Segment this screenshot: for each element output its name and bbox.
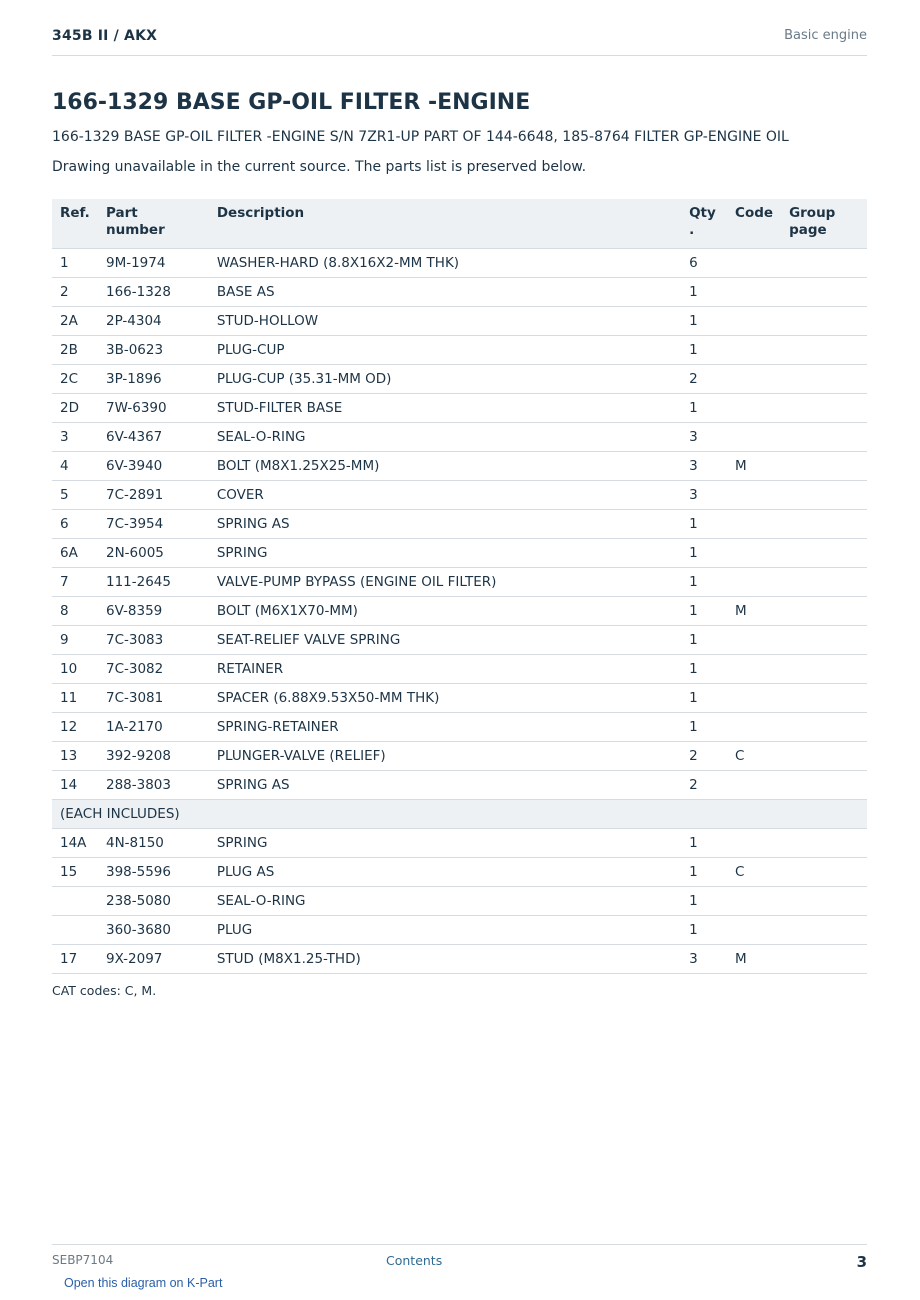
qty-cell: 3 [681,480,727,509]
description-cell: SPACER (6.88X9.53X50-MM THK) [209,683,681,712]
part-number-cell: 9M-1974 [98,248,209,277]
code-cell [727,277,781,306]
qty-cell: 1 [681,683,727,712]
ref-cell: 2A [52,306,98,335]
page-header [52,28,867,56]
group-page-cell [781,335,867,364]
code-cell [727,886,781,915]
ref-cell: 2D [52,393,98,422]
ref-cell: 6 [52,509,98,538]
group-page-cell [781,770,867,799]
description-cell: PLUG AS [209,857,681,886]
description-cell: SPRING [209,538,681,567]
parts-table-body [52,248,867,973]
table-row [52,596,867,625]
page-title: 166-1329 BASE GP-OIL FILTER -ENGINE [52,90,531,115]
part-number-cell: 2P-4304 [98,306,209,335]
table-row [52,451,867,480]
qty-cell: 2 [681,741,727,770]
table-row [52,393,867,422]
drawing-note: Drawing unavailable in the current source. The parts list is preserved below. [52,159,587,175]
code-cell [727,335,781,364]
part-number-cell: 7C-3083 [98,625,209,654]
part-number-cell: 9X-2097 [98,944,209,973]
ref-cell: 2B [52,335,98,364]
description-cell: WASHER-HARD (8.8X16X2-MM THK) [209,248,681,277]
header-group-page: Group page [781,199,867,248]
description-cell: VALVE-PUMP BYPASS (ENGINE OIL FILTER) [209,567,681,596]
description-cell: SPRING-RETAINER [209,712,681,741]
table-row [52,538,867,567]
description-cell: BOLT (M6X1X70-MM) [209,596,681,625]
description-cell: COVER [209,480,681,509]
table-row [52,364,867,393]
part-number-cell: 7C-3082 [98,654,209,683]
code-cell [727,770,781,799]
part-number-cell: 7C-3954 [98,509,209,538]
part-number-cell: 4N-8150 [98,828,209,857]
part-number-cell: 3B-0623 [98,335,209,364]
group-page-cell [781,393,867,422]
code-cell: C [727,857,781,886]
ref-cell: 2 [52,277,98,306]
table-row [52,944,867,973]
group-page-cell [781,277,867,306]
part-number-cell: 7C-2891 [98,480,209,509]
model-label: 345B II / AKX [52,28,158,44]
description-cell: SEAT-RELIEF VALVE SPRING [209,625,681,654]
description-cell: STUD-HOLLOW [209,306,681,335]
group-page-cell [781,654,867,683]
group-page-cell [781,509,867,538]
description-cell: SPRING AS [209,770,681,799]
header-description: Description [209,199,681,248]
qty-cell: 1 [681,625,727,654]
table-row [52,335,867,364]
group-label-cell: (EACH INCLUDES) [52,799,867,828]
qty-cell: 1 [681,567,727,596]
ref-cell: 12 [52,712,98,741]
qty-cell: 1 [681,828,727,857]
ref-cell: 14A [52,828,98,857]
qty-cell: 6 [681,248,727,277]
group-page-cell [781,306,867,335]
table-row [52,857,867,886]
ref-cell: 4 [52,451,98,480]
group-page-cell [781,625,867,654]
ref-cell: 9 [52,625,98,654]
header-part-number: Part number [98,199,209,248]
group-page-cell [781,915,867,944]
code-cell [727,828,781,857]
group-page-cell [781,567,867,596]
part-number-cell: 7W-6390 [98,393,209,422]
table-row [52,625,867,654]
qty-cell: 1 [681,915,727,944]
group-page-cell [781,364,867,393]
ref-cell: 13 [52,741,98,770]
group-page-cell [781,712,867,741]
ref-cell: 11 [52,683,98,712]
description-cell: SPRING AS [209,509,681,538]
qty-cell: 1 [681,509,727,538]
code-cell: M [727,451,781,480]
ref-cell: 8 [52,596,98,625]
page-number: 3 [856,1253,867,1271]
code-cell [727,654,781,683]
code-cell [727,712,781,741]
code-cell: C [727,741,781,770]
part-number-cell: 166-1328 [98,277,209,306]
qty-cell: 1 [681,306,727,335]
qty-cell: 1 [681,393,727,422]
group-page-cell [781,480,867,509]
code-cell [727,538,781,567]
cat-codes-note: CAT codes: C, M. [52,983,157,998]
description-cell: PLUG-CUP (35.31-MM OD) [209,364,681,393]
qty-cell: 1 [681,654,727,683]
page-subtitle: 166-1329 BASE GP-OIL FILTER -ENGINE S/N 7ZR1-UP PART OF 144-6648, 185-8764 FILTER GP-ENGINE OIL [52,129,789,145]
table-header-row [52,199,867,248]
ref-cell: 10 [52,654,98,683]
group-page-cell [781,451,867,480]
qty-cell: 1 [681,538,727,567]
ref-cell: 3 [52,422,98,451]
group-page-cell [781,538,867,567]
code-cell [727,683,781,712]
code-cell [727,306,781,335]
description-cell: SEAL-O-RING [209,422,681,451]
page-footer [52,1244,867,1275]
table-row [52,683,867,712]
description-cell: SPRING [209,828,681,857]
ref-cell: 1 [52,248,98,277]
qty-cell: 1 [681,712,727,741]
description-cell: SEAL-O-RING [209,886,681,915]
header-code: Code [727,199,781,248]
description-cell: PLUG [209,915,681,944]
qty-cell: 2 [681,770,727,799]
code-cell: M [727,944,781,973]
part-number-cell: 111-2645 [98,567,209,596]
qty-cell: 1 [681,886,727,915]
part-number-cell: 6V-4367 [98,422,209,451]
ref-cell: 5 [52,480,98,509]
code-cell [727,915,781,944]
parts-table [52,199,867,974]
table-row [52,915,867,944]
code-cell [727,248,781,277]
section-label: Basic engine [784,28,867,43]
table-row [52,248,867,277]
code-cell [727,567,781,596]
table-row [52,770,867,799]
table-row [52,509,867,538]
ref-cell: 17 [52,944,98,973]
part-number-cell: 7C-3081 [98,683,209,712]
table-row [52,480,867,509]
qty-cell: 3 [681,944,727,973]
code-cell: M [727,596,781,625]
part-number-cell: 288-3803 [98,770,209,799]
code-cell [727,364,781,393]
table-row [52,567,867,596]
document-id: SEBP7104 [52,1253,114,1267]
description-cell: STUD (M8X1.25-THD) [209,944,681,973]
table-row [52,277,867,306]
qty-cell: 1 [681,277,727,306]
qty-cell: 3 [681,422,727,451]
code-cell [727,393,781,422]
table-row [52,741,867,770]
group-page-cell [781,857,867,886]
ref-cell: 6A [52,538,98,567]
part-number-cell: 6V-8359 [98,596,209,625]
code-cell [727,625,781,654]
description-cell: PLUG-CUP [209,335,681,364]
ref-cell [52,886,98,915]
part-number-cell: 6V-3940 [98,451,209,480]
part-number-cell: 238-5080 [98,886,209,915]
qty-cell: 1 [681,596,727,625]
part-number-cell: 3P-1896 [98,364,209,393]
ref-cell: 7 [52,567,98,596]
group-page-cell [781,741,867,770]
contents-link[interactable]: Contents [386,1253,443,1268]
table-row [52,828,867,857]
qty-cell: 3 [681,451,727,480]
group-page-cell [781,828,867,857]
description-cell: STUD-FILTER BASE [209,393,681,422]
description-cell: BOLT (M8X1.25X25-MM) [209,451,681,480]
description-cell: PLUNGER-VALVE (RELIEF) [209,741,681,770]
qty-cell: 2 [681,364,727,393]
ref-cell: 2C [52,364,98,393]
table-row [52,712,867,741]
part-number-cell: 392-9208 [98,741,209,770]
ref-cell: 14 [52,770,98,799]
group-page-cell [781,886,867,915]
table-row [52,306,867,335]
header-ref: Ref. [52,199,98,248]
description-cell: BASE AS [209,277,681,306]
qty-cell: 1 [681,857,727,886]
code-cell [727,509,781,538]
part-number-cell: 398-5596 [98,857,209,886]
group-page-cell [781,944,867,973]
part-number-cell: 2N-6005 [98,538,209,567]
group-page-cell [781,596,867,625]
part-number-cell: 360-3680 [98,915,209,944]
table-row [52,654,867,683]
table-group-row [52,799,867,828]
group-page-cell [781,683,867,712]
description-cell: RETAINER [209,654,681,683]
open-kpart-link[interactable]: Open this diagram on K-Part [64,1276,223,1290]
ref-cell [52,915,98,944]
ref-cell: 15 [52,857,98,886]
group-page-cell [781,248,867,277]
code-cell [727,422,781,451]
part-number-cell: 1A-2170 [98,712,209,741]
group-page-cell [781,422,867,451]
table-row [52,422,867,451]
code-cell [727,480,781,509]
qty-cell: 1 [681,335,727,364]
header-qty: Qty . [681,199,727,248]
table-row [52,886,867,915]
